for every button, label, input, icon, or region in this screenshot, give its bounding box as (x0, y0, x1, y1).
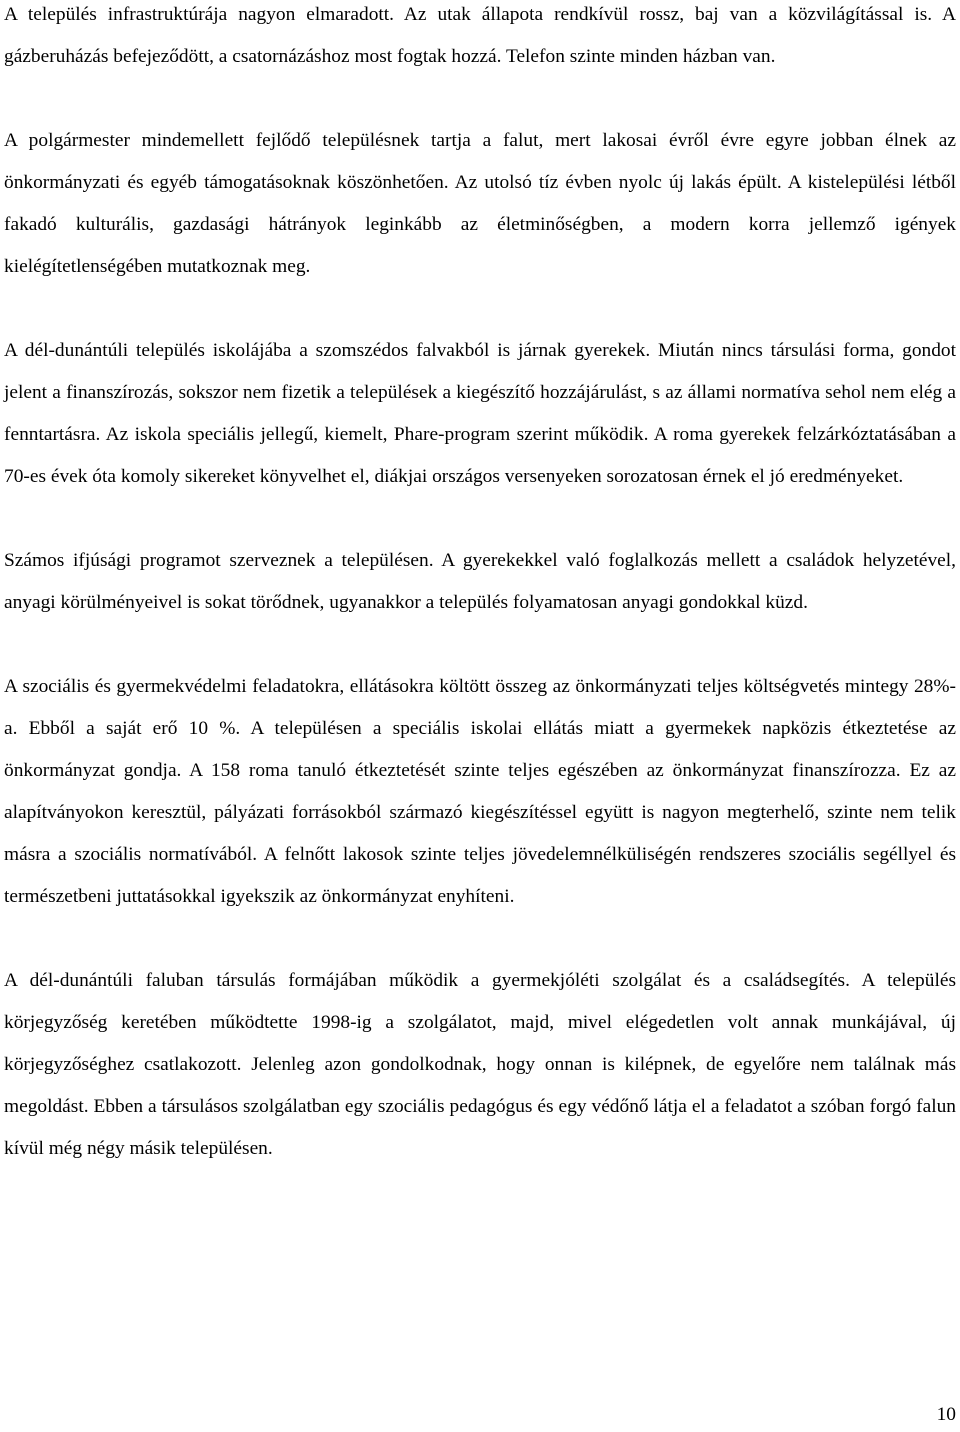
paragraph-youth-programs: Számos ifjúsági programot szerveznek a településen. A gyerekekkel való foglalkozás mellett a családok helyzetével, anyagi körülményeivel is sokat törődnek, ugyanakkor a település folyamatosan anyagi gondokkal küzd. (4, 550, 956, 613)
paragraph-spacer (4, 918, 956, 960)
paragraph-spacer (4, 288, 956, 330)
paragraph-social-costs: A szociális és gyermekvédelmi feladatokra, ellátásokra költött összeg az önkormányzati teljes költségvetés mintegy 28%-a. Ebből a saját erő 10 %. A településen a speciális iskolai ellátás miatt a gyermekek napközis étkeztetése az önkormányzat gondja. A 158 roma tanuló étkeztetését szinte teljes egészében az önkormányzat finanszírozza. Ez az alapítványokon keresztül, pályázati forrásokból származó kiegészítéssel együtt is nagyon megterhelő, szinte nem telik másra a szociális normatívából. A felnőtt lakosok szinte teljes jövedelemnélküliségén rendszeres szociális segéllyel és természetbeni juttatásokkal igyekszik az önkormányzat enyhíteni. (4, 676, 956, 907)
document-page (4, 0, 956, 1170)
paragraph-infrastructure: A település infrastruktúrája nagyon elmaradott. Az utak állapota rendkívül rossz, baj van a közvilágítással is. A gázberuházás befejeződött, a csatornázáshoz most fogtak hozzá. Telefon szinte minden házban van. (4, 4, 956, 67)
paragraph-child-welfare: A dél-dunántúli faluban társulás formájában működik a gyermekjóléti szolgálat és a családsegítés. A település körjegyzőség keretében működtette 1998-ig a szolgálatot, majd, mivel elégedetlen volt annak munkájával, új körjegyzőséghez csatlakozott. Jelenleg azon gondolkodnak, hogy onnan is kilépnek, de egyelőre nem találnak más megoldást. Ebben a társulásos szolgálatban egy szociális pedagógus és egy védőnő látja el a feladatot a szóban forgó falun kívül még négy másik településen. (4, 970, 956, 1159)
page-number: 10 (936, 1404, 956, 1425)
paragraph-spacer (4, 498, 956, 540)
paragraph-spacer (4, 624, 956, 666)
paragraph-mayor: A polgármester mindemellett fejlődő településnek tartja a falut, mert lakosai évről évre egyre jobban élnek az önkormányzati és egyéb támogatásoknak köszönhetően. Az utolsó tíz évben nyolc új lakás épült. A kistelepülési létből fakadó kulturális, gazdasági hátrányok leginkább az életminőségben, a modern korra jellemző igények kielégítetlenségében mutatkoznak meg. (4, 130, 956, 277)
paragraph-school: A dél-dunántúli település iskolájába a szomszédos falvakból is járnak gyerekek. Miután nincs társulási forma, gondot jelent a finanszírozás, sokszor nem fizetik a települések a kiegészítő hozzájárulást, s az állami normatíva sehol nem elég a fenntartásra. Az iskola speciális jellegű, kiemelt, Phare-program szerint működik. A roma gyerekek felzárkóztatásában a 70-es évek óta komoly sikereket könyvelhet el, diákjai országos versenyeken sorozatosan érnek el jó eredményeket. (4, 340, 956, 487)
paragraph-spacer (4, 78, 956, 120)
